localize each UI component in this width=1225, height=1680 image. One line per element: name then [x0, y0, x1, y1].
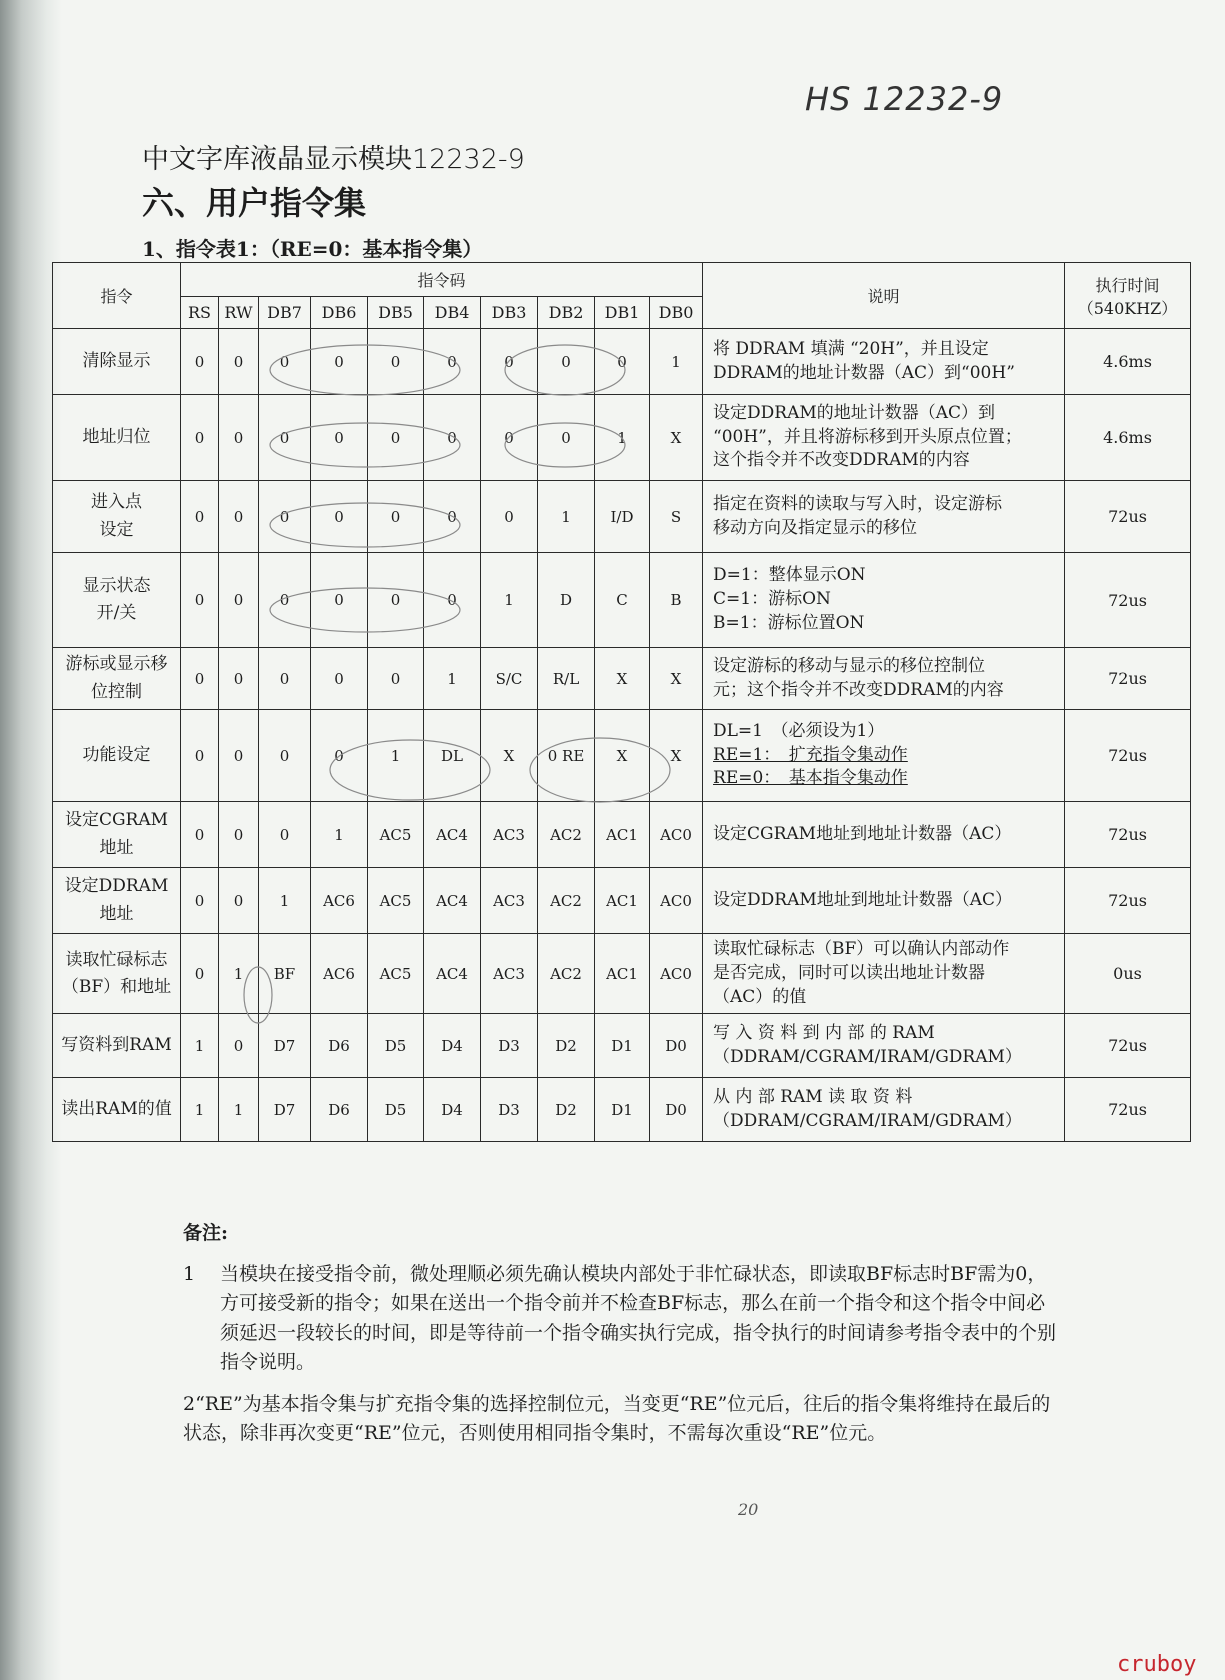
- instruction-name-line: 读出RAM的值: [61, 1099, 172, 1120]
- description-line: 写 入 资 料 到 内 部 的 RAM: [713, 1023, 935, 1044]
- bit-cell: 0: [424, 329, 481, 395]
- instruction-description: [703, 481, 1065, 553]
- bit-cell: AC3: [481, 802, 538, 868]
- notes-heading: 备注:: [183, 1222, 229, 1244]
- bit-cell: 0: [181, 648, 219, 710]
- bit-cell: 0: [311, 553, 368, 648]
- handwritten-model-note: HS 12232-9: [805, 80, 1004, 118]
- bit-cell: 0: [424, 481, 481, 553]
- description-line: 设定CGRAM地址到地址计数器（AC）: [713, 823, 1012, 844]
- bit-cell: 0: [219, 395, 259, 481]
- table-row: [53, 868, 1191, 934]
- instruction-description: [703, 868, 1065, 934]
- bit-cell: 0: [219, 802, 259, 868]
- description-line: 读取忙碌标志（BF）可以确认内部动作: [713, 939, 1010, 959]
- header-bit-rw: RW: [219, 297, 259, 329]
- bit-cell: 0 RE: [538, 710, 595, 802]
- bit-cell: 0: [219, 481, 259, 553]
- bit-cell: 1: [650, 329, 703, 395]
- instruction-table: [52, 262, 1191, 1142]
- bit-cell: AC5: [368, 802, 424, 868]
- instruction-name-line: 功能设定: [82, 744, 151, 765]
- instruction-name-line: 游标或显示移: [65, 654, 168, 675]
- header-bit-db1: DB1: [595, 297, 650, 329]
- description-line: RE=1： 扩充指令集动作: [713, 744, 908, 765]
- description-line: 移动方向及指定显示的移位: [713, 517, 918, 538]
- bit-cell: D0: [650, 1078, 703, 1142]
- bit-cell: 0: [311, 481, 368, 553]
- bit-cell: AC0: [650, 802, 703, 868]
- bit-cell: 0: [181, 868, 219, 934]
- description-line: DDRAM的地址计数器（AC）到“00H”: [713, 362, 1015, 383]
- bit-cell: AC6: [311, 934, 368, 1014]
- model-title: 中文字库液晶显示模块12232-9: [142, 144, 525, 175]
- bit-cell: 0: [181, 329, 219, 395]
- instruction-name-line: 设定CGRAM: [64, 810, 169, 831]
- instruction-name-line: 读取忙碌标志: [65, 949, 168, 970]
- header-exec-time: [1065, 263, 1191, 329]
- bit-cell: D0: [650, 1014, 703, 1078]
- table-row: [53, 395, 1191, 481]
- bit-cell: 1: [259, 868, 311, 934]
- bit-cell: AC4: [424, 868, 481, 934]
- table-row: [53, 1014, 1191, 1078]
- bit-cell: AC2: [538, 934, 595, 1014]
- bit-cell: 0: [181, 395, 219, 481]
- bit-cell: DL: [424, 710, 481, 802]
- bit-cell: D6: [311, 1078, 368, 1142]
- bit-cell: I/D: [595, 481, 650, 553]
- bit-cell: D7: [259, 1014, 311, 1078]
- bit-cell: 0: [424, 553, 481, 648]
- instruction-name: [53, 868, 181, 934]
- description-line: C=1：游标ON: [713, 589, 831, 610]
- description-line: 设定DDRAM的地址计数器（AC）到: [713, 402, 996, 423]
- exec-time: 0us: [1065, 934, 1191, 1014]
- exec-time: 72us: [1065, 648, 1191, 710]
- table-row: [53, 648, 1191, 710]
- bit-cell: AC3: [481, 934, 538, 1014]
- instruction-name: [53, 329, 181, 395]
- bit-cell: AC4: [424, 802, 481, 868]
- bit-cell: D2: [538, 1014, 595, 1078]
- bit-cell: AC2: [538, 868, 595, 934]
- bit-cell: 0: [595, 329, 650, 395]
- instruction-description: [703, 802, 1065, 868]
- exec-time: 72us: [1065, 802, 1191, 868]
- bit-cell: AC5: [368, 868, 424, 934]
- bit-cell: 1: [311, 802, 368, 868]
- bit-cell: 0: [181, 710, 219, 802]
- bit-cell: D2: [538, 1078, 595, 1142]
- instruction-name: [53, 934, 181, 1014]
- bit-cell: X: [595, 710, 650, 802]
- bit-cell: 0: [219, 710, 259, 802]
- instruction-name-line: 地址: [99, 837, 134, 858]
- bit-cell: 0: [481, 481, 538, 553]
- description-line: B=1：游标位置ON: [713, 612, 865, 633]
- bit-cell: 1: [595, 395, 650, 481]
- bit-cell: 0: [259, 802, 311, 868]
- bit-cell: AC5: [368, 934, 424, 1014]
- bit-cell: AC4: [424, 934, 481, 1014]
- bit-cell: 0: [311, 395, 368, 481]
- header-bit-rs: RS: [181, 297, 219, 329]
- bit-cell: 0: [368, 395, 424, 481]
- description-line: RE=0： 基本指令集动作: [713, 768, 908, 789]
- bit-cell: 0: [181, 481, 219, 553]
- description-line: DL=1 （必须设为1）: [713, 720, 885, 741]
- bit-cell: R/L: [538, 648, 595, 710]
- bit-cell: 0: [311, 710, 368, 802]
- bit-cell: 0: [219, 868, 259, 934]
- description-line: 元；这个指令并不改变DDRAM的内容: [713, 679, 1004, 700]
- bit-cell: D4: [424, 1078, 481, 1142]
- header-bit-db4: DB4: [424, 297, 481, 329]
- bit-cell: D5: [368, 1078, 424, 1142]
- bit-cell: 0: [368, 329, 424, 395]
- instruction-name-line: 地址归位: [82, 426, 151, 447]
- bit-cell: 1: [181, 1078, 219, 1142]
- bit-cell: C: [595, 553, 650, 648]
- bit-cell: 0: [368, 481, 424, 553]
- bit-cell: 0: [538, 395, 595, 481]
- bit-cell: X: [595, 648, 650, 710]
- bit-cell: AC2: [538, 802, 595, 868]
- description-line: 将 DDRAM 填满 “20H”，并且设定: [713, 338, 989, 359]
- description-line: 这个指令并不改变DDRAM的内容: [713, 450, 970, 471]
- bit-cell: S/C: [481, 648, 538, 710]
- bit-cell: AC1: [595, 868, 650, 934]
- exec-time: 4.6ms: [1065, 329, 1191, 395]
- bit-cell: 0: [259, 481, 311, 553]
- note-1-number: 1: [183, 1263, 196, 1285]
- bit-cell: 1: [538, 481, 595, 553]
- bit-cell: AC0: [650, 868, 703, 934]
- instruction-name-line: 写资料到RAM: [61, 1035, 172, 1056]
- exec-time: 72us: [1065, 868, 1191, 934]
- bit-cell: 1: [219, 934, 259, 1014]
- section-title: 六、用户指令集: [142, 184, 367, 222]
- bit-cell: X: [650, 710, 703, 802]
- description-line: “00H”，并且将游标移到开头原点位置；: [713, 426, 1022, 447]
- bit-cell: 0: [424, 395, 481, 481]
- instruction-name: [53, 481, 181, 553]
- bit-cell: D: [538, 553, 595, 648]
- header-bit-db7: DB7: [259, 297, 311, 329]
- instruction-description: [703, 648, 1065, 710]
- header-exec-freq: （540KHZ）: [1077, 298, 1178, 318]
- bit-cell: D5: [368, 1014, 424, 1078]
- instruction-description: [703, 934, 1065, 1014]
- description-line: （AC）的值: [713, 986, 807, 1007]
- bit-cell: 1: [424, 648, 481, 710]
- bit-cell: X: [650, 395, 703, 481]
- instruction-name-line: 清除显示: [82, 350, 151, 371]
- instruction-description: [703, 329, 1065, 395]
- table-row: [53, 553, 1191, 648]
- instruction-name: [53, 802, 181, 868]
- page-number: 20: [738, 1500, 759, 1519]
- header-code: 指令码: [181, 263, 703, 297]
- note-1-text: 当模块在接受指令前，微处理顺必须先确认模块内部处于非忙碌状态，即读取BF标志时BF需为0，方可接受新的指令；如果在送出一个指令前并不检查BF标志，那么在前一个指令和这个指令中间必须延迟一段较长的时间，即是等待前一个指令确实执行完成，指令执行的时间请参考指令表中的个别指令说明。: [220, 1263, 1057, 1374]
- bit-cell: 1: [481, 553, 538, 648]
- bit-cell: 0: [181, 934, 219, 1014]
- bit-cell: 0: [219, 1014, 259, 1078]
- header-instruction: 指令: [53, 263, 181, 329]
- instruction-name: [53, 648, 181, 710]
- description-line: 设定游标的移动与显示的移位控制位: [713, 655, 986, 676]
- bit-cell: 0: [368, 553, 424, 648]
- header-exec-time-label: 执行时间: [1095, 275, 1160, 295]
- bit-cell: AC0: [650, 934, 703, 1014]
- instruction-name-line: 进入点: [91, 492, 142, 513]
- instruction-name: [53, 553, 181, 648]
- bit-cell: 0: [219, 329, 259, 395]
- bit-cell: AC1: [595, 934, 650, 1014]
- header-bit-db3: DB3: [481, 297, 538, 329]
- instruction-name: [53, 1078, 181, 1142]
- instruction-name-line: 开/关: [96, 603, 137, 623]
- exec-time: 72us: [1065, 1078, 1191, 1142]
- header-bit-db0: DB0: [650, 297, 703, 329]
- header-bit-db2: DB2: [538, 297, 595, 329]
- bit-cell: AC6: [311, 868, 368, 934]
- bit-cell: 1: [368, 710, 424, 802]
- description-line: （DDRAM/CGRAM/IRAM/GDRAM）: [713, 1046, 1022, 1067]
- bit-cell: 0: [259, 648, 311, 710]
- description-line: 是否完成，同时可以读出地址计数器: [713, 962, 986, 983]
- note-2-text: 2“RE”为基本指令集与扩充指令集的选择控制位元，当变更“RE”位元后，往后的指令集将维持在最后的状态，除非再次变更“RE”位元，否则使用相同指令集时，不需每次重设“RE”位元。: [183, 1393, 1051, 1445]
- instruction-name: [53, 710, 181, 802]
- instruction-description: [703, 395, 1065, 481]
- bit-cell: BF: [259, 934, 311, 1014]
- bit-cell: X: [650, 648, 703, 710]
- bit-cell: D1: [595, 1014, 650, 1078]
- exec-time: 72us: [1065, 553, 1191, 648]
- instruction-name-line: 位控制: [91, 681, 142, 702]
- bit-cell: 1: [181, 1014, 219, 1078]
- instruction-name-line: 地址: [99, 903, 134, 924]
- description-line: 指定在资料的读取与写入时，设定游标: [713, 493, 1003, 514]
- bit-cell: D4: [424, 1014, 481, 1078]
- bit-cell: B: [650, 553, 703, 648]
- exec-time: 72us: [1065, 481, 1191, 553]
- bit-cell: D6: [311, 1014, 368, 1078]
- instruction-name-line: 显示状态: [82, 575, 151, 596]
- table-row: [53, 481, 1191, 553]
- bit-cell: D1: [595, 1078, 650, 1142]
- note-1: [183, 1260, 1063, 1378]
- instruction-name-line: （BF）和地址: [61, 976, 172, 997]
- header-bit-db6: DB6: [311, 297, 368, 329]
- instruction-name-line: 设定DDRAM: [64, 876, 169, 897]
- bit-cell: 0: [259, 395, 311, 481]
- table-row: [53, 934, 1191, 1014]
- table-row: [53, 1078, 1191, 1142]
- bit-cell: 0: [368, 648, 424, 710]
- bit-cell: D3: [481, 1014, 538, 1078]
- bit-cell: 0: [219, 553, 259, 648]
- bit-cell: 0: [219, 648, 259, 710]
- bit-cell: D7: [259, 1078, 311, 1142]
- bit-cell: 0: [259, 553, 311, 648]
- bit-cell: AC3: [481, 868, 538, 934]
- header-description: 说明: [703, 263, 1065, 329]
- instruction-name: [53, 1014, 181, 1078]
- header-bit-db5: DB5: [368, 297, 424, 329]
- bit-cell: AC1: [595, 802, 650, 868]
- bit-cell: S: [650, 481, 703, 553]
- table-row: [53, 329, 1191, 395]
- bit-cell: X: [481, 710, 538, 802]
- instruction-description: [703, 710, 1065, 802]
- instruction-name: [53, 395, 181, 481]
- bit-cell: D3: [481, 1078, 538, 1142]
- bit-cell: 0: [311, 329, 368, 395]
- instruction-description: [703, 1014, 1065, 1078]
- watermark: cruboy: [1117, 1652, 1197, 1677]
- table-row: [53, 710, 1191, 802]
- instruction-description: [703, 553, 1065, 648]
- bit-cell: 1: [219, 1078, 259, 1142]
- instruction-description: [703, 1078, 1065, 1142]
- exec-time: 72us: [1065, 710, 1191, 802]
- table-caption: 1、指令表1：（RE=0：基本指令集）: [142, 237, 483, 261]
- bit-cell: 0: [181, 802, 219, 868]
- description-line: D=1：整体显示ON: [713, 565, 866, 586]
- instruction-name-line: 设定: [99, 519, 134, 540]
- table-row: [53, 802, 1191, 868]
- bit-cell: 0: [481, 329, 538, 395]
- exec-time: 72us: [1065, 1014, 1191, 1078]
- description-line: （DDRAM/CGRAM/IRAM/GDRAM）: [713, 1110, 1022, 1131]
- description-line: 设定DDRAM地址到地址计数器（AC）: [713, 889, 1013, 910]
- bit-cell: 0: [181, 553, 219, 648]
- bit-cell: 0: [481, 395, 538, 481]
- exec-time: 4.6ms: [1065, 395, 1191, 481]
- bit-cell: 0: [259, 710, 311, 802]
- description-line: 从 内 部 RAM 读 取 资 料: [713, 1087, 913, 1108]
- bit-cell: 0: [311, 648, 368, 710]
- bit-cell: 0: [538, 329, 595, 395]
- bit-cell: 0: [259, 329, 311, 395]
